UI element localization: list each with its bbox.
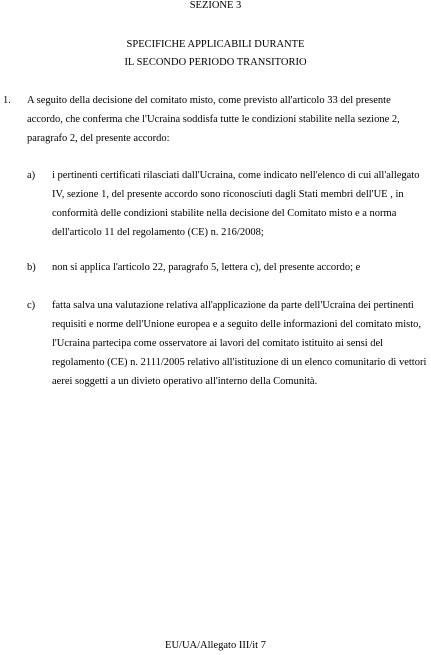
- paragraph-1-text: A seguito della decisione del comitato misto, come previsto all'articolo 33 del presente accordo, che conferma che l'Ucraina soddisfa tutte le condizioni stabilite nella sezione 2, paragrafo 2, del presente accordo:: [27, 95, 400, 144]
- heading-line-1: SPECIFICHE APPLICABILI DURANTE: [126, 39, 305, 50]
- item-c-label: c): [27, 300, 36, 311]
- item-c-text: fatta salva una valutazione relativa all'applicazione da parte dell'Ucraina dei pertinenti requisiti e norme dell'Unione europea e a seguito delle informazioni del comitato misto, l'Ucraina partecipa come osservatore ai lavori del comitato istituito ai sensi del regolamento (CE) n. 2111/2005 relativo all'istituzione di un elenco comunitario di vettori aerei soggetti a un divieto operativo all'interno della Comunità.: [52, 300, 427, 387]
- heading-line-2: IL SECONDO PERIODO TRANSITORIO: [124, 57, 307, 68]
- item-b-label: b): [27, 262, 36, 273]
- item-a-label: a): [27, 170, 36, 181]
- item-b-text: non si applica l'articolo 22, paragrafo 5, lettera c), del presente accordo; e: [52, 262, 361, 273]
- item-a-text: i pertinenti certificati rilasciati dall'Ucraina, come indicato nell'elenco di cui all'allegato IV, sezione 1, del presente accordo sono riconosciuti dagli Stati membri dell'UE , in conformità delle condizioni stabilite nella decisione del Comitato misto e a norma dell'articolo 11 del regolamento (CE) n. 216/2008;: [52, 170, 420, 238]
- page-footer: EU/UA/Allegato III/it 7: [165, 640, 266, 651]
- paragraph-1-number: 1.: [3, 95, 11, 106]
- section-title: SEZIONE 3: [189, 0, 242, 11]
